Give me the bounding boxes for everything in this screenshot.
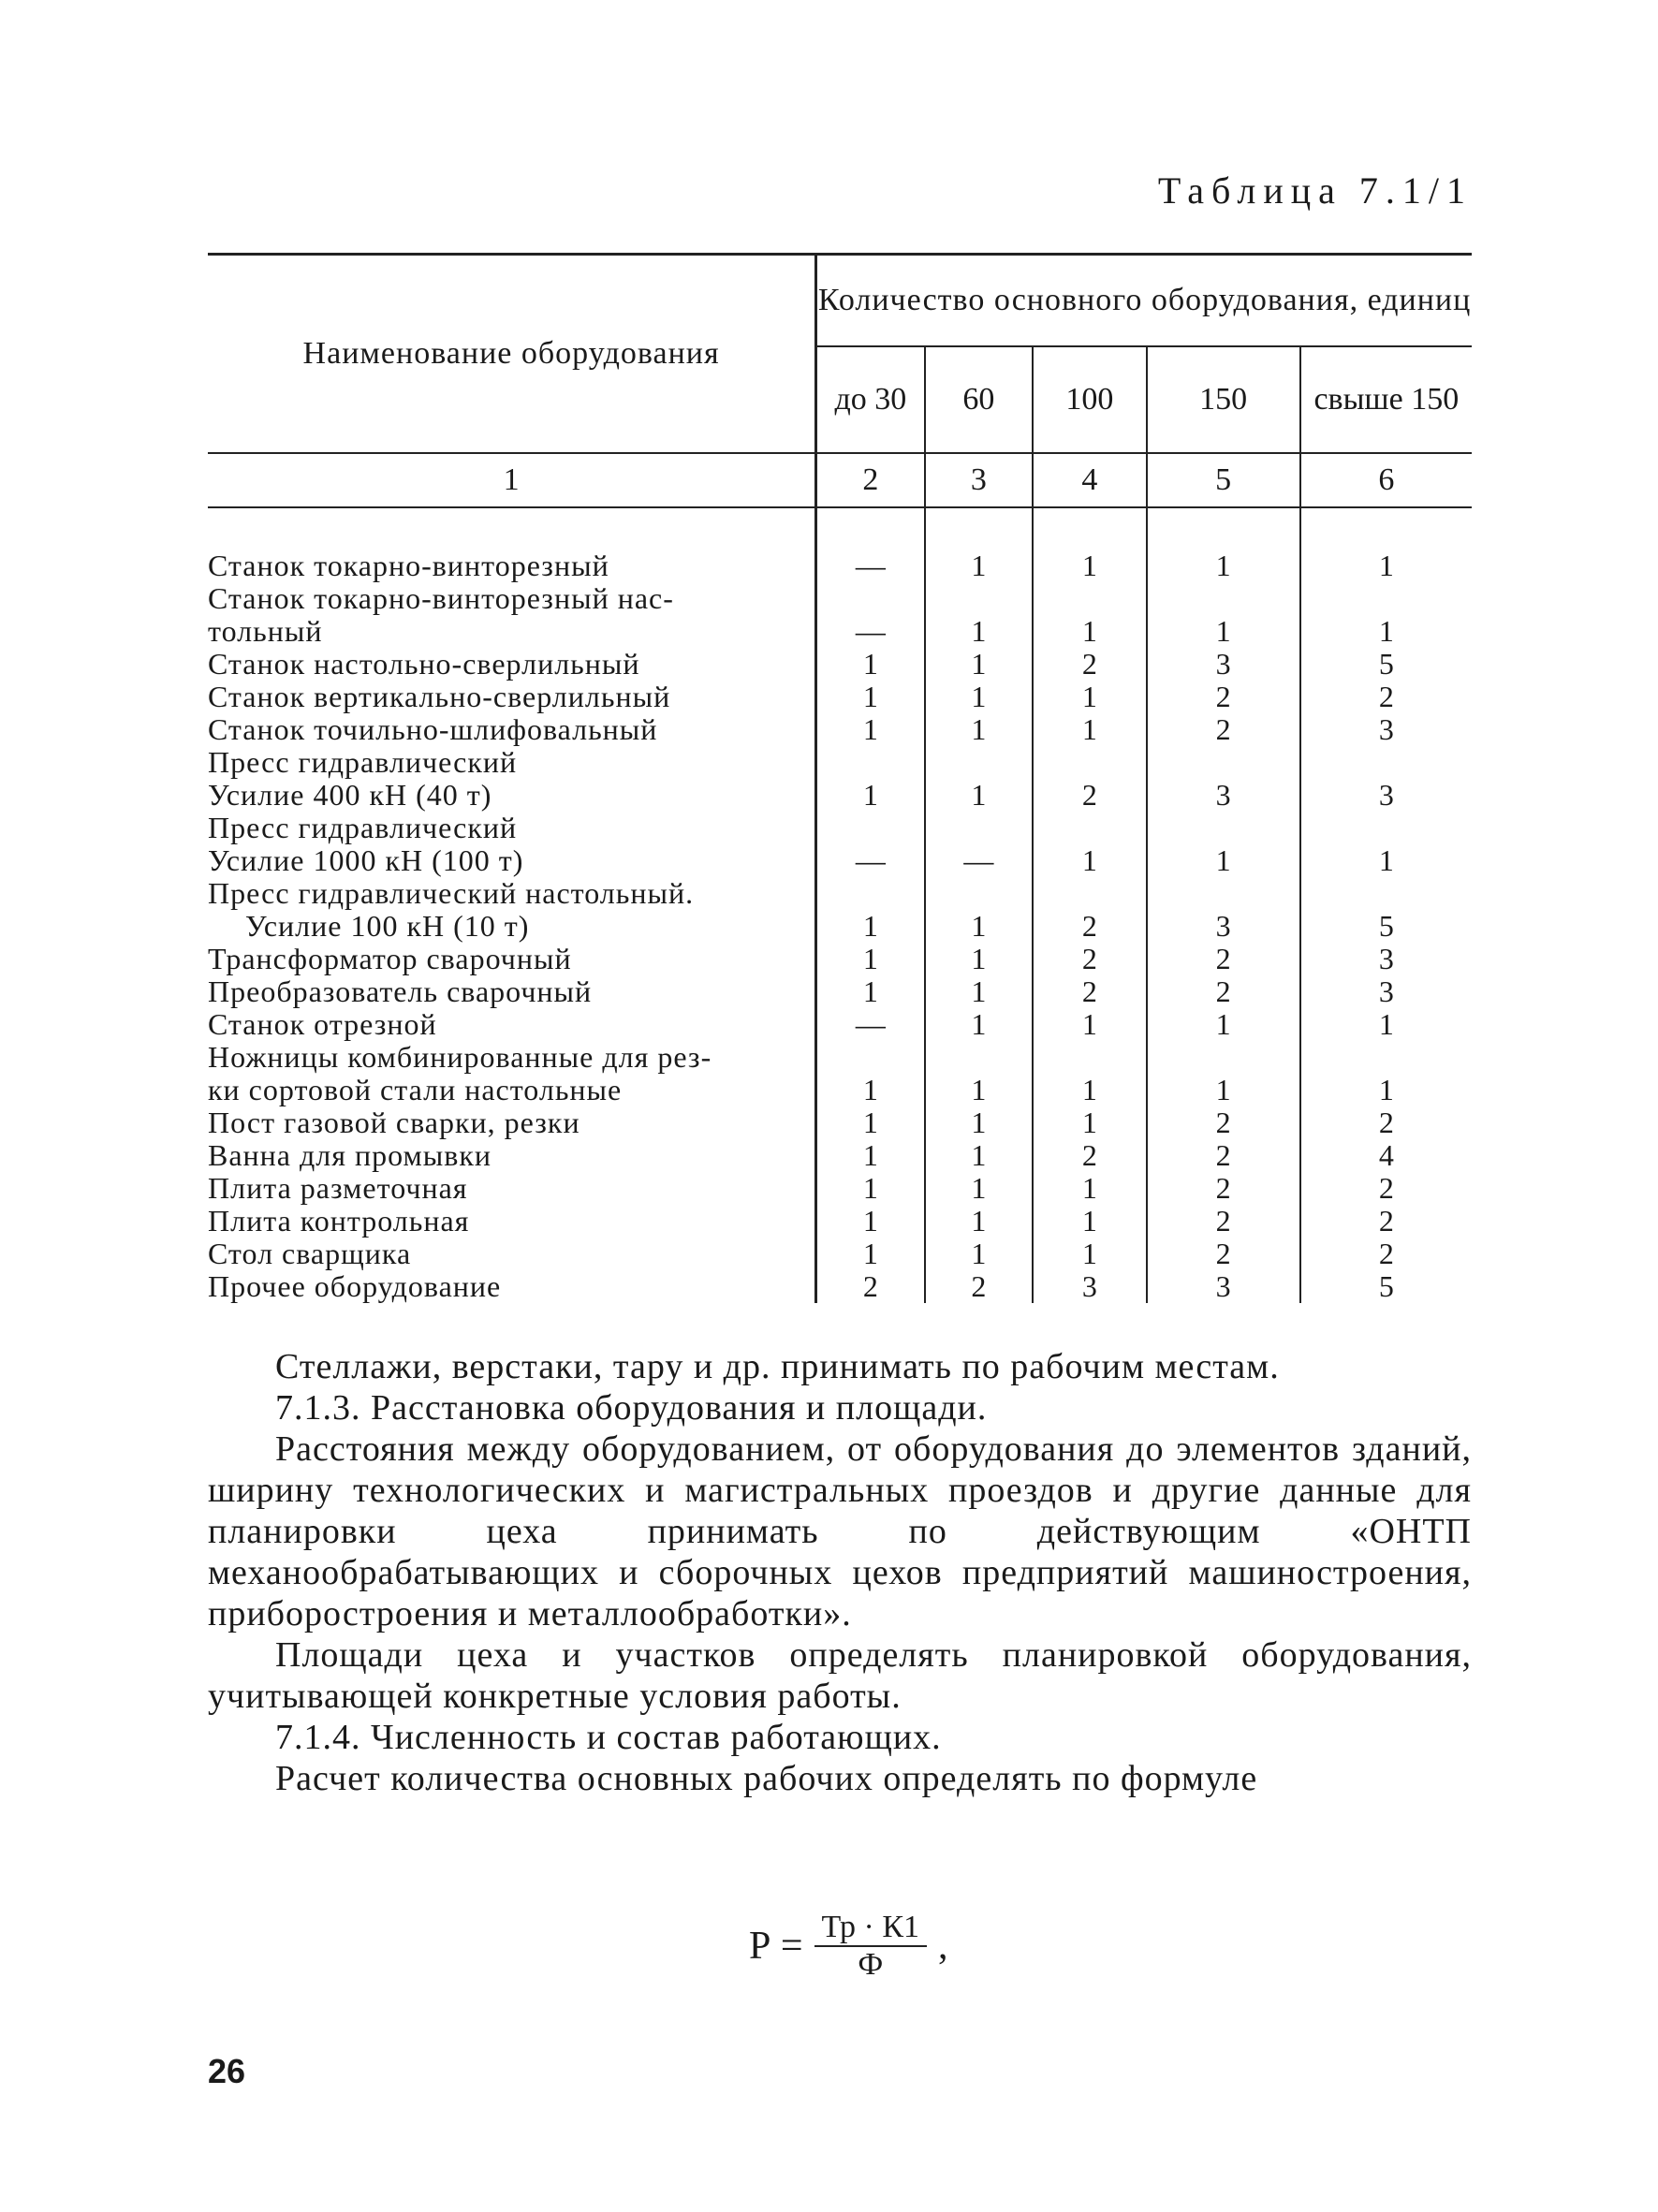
header-col-150: 150 (1147, 346, 1300, 453)
equipment-count-cell: 5 (1378, 909, 1394, 943)
equipment-count-cell: 2 (1147, 1139, 1300, 1172)
page-number: 26 (208, 2052, 246, 2090)
equipment-name-line: Станок токарно-винторезный (208, 549, 609, 582)
equipment-name-line: Усилие 100 кН (10 т) (245, 909, 530, 943)
equipment-count-cell: 1 (1033, 681, 1147, 713)
equipment-name-line: Станок точильно-шлифовальный (208, 712, 658, 746)
equipment-count-cell: 1 (1033, 1106, 1147, 1139)
table-row (208, 746, 1472, 812)
equipment-name-cell (208, 1008, 816, 1041)
equipment-count-cell: 3 (1378, 974, 1394, 1008)
equipment-count-cell: 2 (816, 1270, 925, 1303)
equipment-count-cell: 2 (1147, 943, 1300, 975)
equipment-name-cell (208, 812, 816, 877)
equipment-name-cell (208, 975, 816, 1008)
equipment-count-cell: 3 (1378, 778, 1394, 812)
equipment-name-line: ки сортовой стали настольные (208, 1073, 623, 1106)
equipment-name-cell (208, 648, 816, 681)
table-row (208, 1205, 1472, 1238)
table-title: Таблица 7.1/1 (1157, 169, 1473, 212)
equipment-count-cell: 1 (816, 1041, 925, 1106)
equipment-count-cell: 2 (1378, 1237, 1394, 1270)
equipment-count-cell: — (816, 582, 925, 648)
equipment-count-cell: 1 (925, 1008, 1033, 1041)
equipment-count-cell: 3 (1147, 877, 1300, 943)
equipment-count-cell: 1 (925, 943, 1033, 975)
header-equipment-count: Количество основного оборудования, единиц (816, 256, 1472, 346)
equipment-count-cell: 1 (1033, 1008, 1147, 1041)
equipment-count-cell: 2 (1147, 1205, 1300, 1238)
equipment-count-cell: 1 (925, 648, 1033, 681)
equipment-name-line: Плита контрольная (208, 1204, 470, 1238)
equipment-name-line: Прочее оборудование (208, 1269, 502, 1303)
equipment-count-cell: 2 (1147, 1106, 1300, 1139)
equipment-count-cell: 2 (1378, 1106, 1394, 1139)
equipment-count-cell: 1 (925, 582, 1033, 648)
equipment-count-cell: 1 (1033, 507, 1147, 582)
equipment-count-cell: 2 (1147, 1172, 1300, 1205)
equipment-name-cell (208, 1139, 816, 1172)
equipment-name-line: Станок вертикально-сверлильный (208, 680, 671, 713)
column-number: 2 (816, 453, 925, 507)
equipment-name-line: Станок отрезной (208, 1007, 437, 1041)
equipment-name-line: Пресс гидравлический (208, 811, 518, 844)
equipment-count-cell: 2 (1378, 1204, 1394, 1238)
equipment-name-line: тольный (208, 614, 323, 648)
header-col-up-to-30: до 30 (816, 346, 925, 453)
equipment-name-cell (208, 507, 816, 582)
equipment-count-cell: 1 (925, 1172, 1033, 1205)
column-number-row (208, 453, 1472, 507)
equipment-count-cell: — (816, 1008, 925, 1041)
table-row (208, 1238, 1472, 1270)
equipment-count-cell: 1 (1378, 1073, 1394, 1106)
equipment-name-line: Усилие 400 кН (40 т) (208, 778, 492, 812)
paragraph: Расстояния между оборудованием, от оборудования до элементов зданий, ширину технологических и магистральных проездов и другие данные для планировки цеха принимать по действующим «ОНТП механообрабатывающих и сборочных цехов предприятий машиностроения, приборостроения и металлообработки». (208, 1429, 1472, 1633)
paragraph: Площади цеха и участков определять планировкой оборудования, учитывающей конкретные условия работы. (208, 1635, 1472, 1716)
equipment-count-cell: 2 (1033, 746, 1147, 812)
equipment-name-line: Усилие 1000 кН (100 т) (208, 843, 524, 877)
equipment-name-line: Ножницы комбинированные для рез- (208, 1040, 712, 1074)
equipment-count-cell: 1 (1033, 1041, 1147, 1106)
formula-denominator: Ф (858, 1947, 884, 1982)
equipment-count-cell: 3 (1147, 746, 1300, 812)
table-row (208, 1270, 1472, 1303)
equipment-count-cell: 2 (1033, 648, 1147, 681)
column-number: 3 (925, 453, 1033, 507)
table-row (208, 877, 1472, 943)
equipment-count-cell: 3 (1147, 1270, 1300, 1303)
equipment-count-cell: 1 (1033, 1172, 1147, 1205)
equipment-name-cell (208, 1238, 816, 1270)
equipment-count-cell: 5 (1378, 1269, 1394, 1303)
equipment-count-cell: 2 (1033, 975, 1147, 1008)
equipment-count-cell: 1 (925, 1041, 1033, 1106)
table-row (208, 943, 1472, 975)
paragraph: Стеллажи, верстаки, тару и др. принимать по рабочим местам. (275, 1347, 1280, 1386)
equipment-count-cell: 1 (925, 975, 1033, 1008)
equipment-count-cell: 1 (816, 943, 925, 975)
equipment-count-cell: 1 (925, 746, 1033, 812)
equipment-count-cell: 1 (816, 713, 925, 746)
equipment-name-cell (208, 582, 816, 648)
equipment-count-cell: 1 (816, 1205, 925, 1238)
equipment-count-cell: 1 (925, 1106, 1033, 1139)
equipment-count-cell: 1 (816, 681, 925, 713)
equipment-count-cell: 1 (1147, 1008, 1300, 1041)
equipment-count-cell: 1 (925, 681, 1033, 713)
equipment-count-cell: 1 (1033, 713, 1147, 746)
section-heading-7-1-4: 7.1.4. Численность и состав работающих. (275, 1718, 942, 1757)
equipment-name-line: Станок настольно-сверлильный (208, 647, 640, 681)
table-row (208, 648, 1472, 681)
equipment-count-cell: 1 (816, 1106, 925, 1139)
table-row (208, 1106, 1472, 1139)
table-row (208, 975, 1472, 1008)
equipment-count-cell: 1 (925, 713, 1033, 746)
equipment-count-cell: 2 (1033, 943, 1147, 975)
equipment-count-cell: 1 (1378, 549, 1394, 582)
table-row (208, 812, 1472, 877)
equipment-name-line: Пресс гидравлический настольный. (208, 876, 695, 910)
equipment-count-cell: 3 (1147, 648, 1300, 681)
equipment-name-cell (208, 1205, 816, 1238)
column-number: 5 (1147, 453, 1300, 507)
table-row (208, 1139, 1472, 1172)
equipment-count-cell: 1 (925, 507, 1033, 582)
table-row (208, 582, 1472, 648)
equipment-count-cell: 1 (816, 746, 925, 812)
formula (749, 1910, 948, 1983)
equipment-count-cell: 1 (816, 975, 925, 1008)
equipment-count-cell: 1 (1378, 843, 1394, 877)
equipment-count-cell: 1 (1033, 1238, 1147, 1270)
equipment-count-cell: 1 (816, 1238, 925, 1270)
equipment-count-cell: 1 (925, 1139, 1033, 1172)
formula-fraction (814, 1910, 927, 1983)
equipment-count-cell: 1 (1378, 1007, 1394, 1041)
equipment-count-cell: — (816, 507, 925, 582)
equipment-count-cell: 1 (816, 648, 925, 681)
equipment-count-cell: 1 (1378, 614, 1394, 648)
equipment-count-cell: 1 (1147, 812, 1300, 877)
equipment-count-cell: — (925, 812, 1033, 877)
equipment-count-cell: 3 (1378, 942, 1394, 975)
body-text (208, 1346, 1472, 1799)
equipment-count-cell: 1 (816, 1172, 925, 1205)
equipment-name-line: Пресс гидравлический (208, 745, 518, 779)
equipment-name-cell (208, 1172, 816, 1205)
equipment-count-cell: 3 (1033, 1270, 1147, 1303)
equipment-count-cell: 1 (1033, 1205, 1147, 1238)
table-row (208, 681, 1472, 713)
equipment-name-cell (208, 1106, 816, 1139)
equipment-name-line: Преобразователь сварочный (208, 974, 593, 1008)
formula-lhs: Р = (749, 1925, 803, 1968)
equipment-name-cell (208, 943, 816, 975)
section-heading-7-1-3: 7.1.3. Расстановка оборудования и площади. (275, 1388, 988, 1428)
equipment-name-line: Ванна для промывки (208, 1138, 492, 1172)
equipment-count-cell: 2 (1033, 877, 1147, 943)
equipment-name-line: Стол сварщика (208, 1237, 412, 1270)
header-equipment-name: Наименование оборудования (208, 256, 816, 453)
equipment-count-cell: 5 (1378, 647, 1394, 681)
equipment-count-cell: — (816, 812, 925, 877)
equipment-count-cell: 1 (1147, 582, 1300, 648)
equipment-count-cell: 1 (925, 1238, 1033, 1270)
equipment-count-cell: 1 (1147, 1041, 1300, 1106)
equipment-count-cell: 1 (1033, 812, 1147, 877)
equipment-count-cell: 1 (925, 1205, 1033, 1238)
column-number: 4 (1033, 453, 1147, 507)
table-row (208, 507, 1472, 582)
equipment-count-cell: 3 (1378, 712, 1394, 746)
equipment-count-cell: 2 (1033, 1139, 1147, 1172)
equipment-count-cell: 2 (1147, 1238, 1300, 1270)
equipment-count-cell: 2 (1147, 681, 1300, 713)
equipment-name-line: Пост газовой сварки, резки (208, 1106, 580, 1139)
table-row (208, 1008, 1472, 1041)
equipment-count-cell: 2 (925, 1270, 1033, 1303)
equipment-name-cell (208, 1041, 816, 1106)
table-row (208, 1041, 1472, 1106)
equipment-name-cell (208, 713, 816, 746)
header-col-60: 60 (925, 346, 1033, 453)
formula-numerator: Тр · К1 (814, 1910, 927, 1947)
equipment-count-cell: 2 (1147, 713, 1300, 746)
formula-trailing: , (938, 1925, 948, 1968)
header-col-100: 100 (1033, 346, 1147, 453)
equipment-name-cell (208, 681, 816, 713)
paragraph: Расчет количества основных рабочих определять по формуле (275, 1759, 1258, 1798)
equipment-count-cell: 1 (925, 877, 1033, 943)
equipment-table (208, 253, 1472, 1303)
equipment-name-cell (208, 746, 816, 812)
equipment-name-line: Плита разметочная (208, 1171, 468, 1205)
equipment-count-cell: 2 (1378, 680, 1394, 713)
table-row (208, 713, 1472, 746)
equipment-count-cell: 1 (1147, 507, 1300, 582)
equipment-count-cell: 1 (816, 1139, 925, 1172)
equipment-count-cell: 2 (1147, 975, 1300, 1008)
equipment-count-cell: 4 (1378, 1138, 1394, 1172)
equipment-name-cell (208, 1270, 816, 1303)
header-col-over-150: свыше 150 (1313, 382, 1460, 417)
equipment-count-cell: 2 (1378, 1171, 1394, 1205)
equipment-name-line: Станок токарно-винторезный нас- (208, 581, 674, 615)
table-row (208, 1172, 1472, 1205)
equipment-count-cell: 1 (816, 877, 925, 943)
column-number: 1 (208, 453, 816, 507)
equipment-name-cell (208, 877, 816, 943)
equipment-name-line: Трансформатор сварочный (208, 942, 572, 975)
column-number: 6 (1300, 453, 1472, 507)
equipment-count-cell: 1 (1033, 582, 1147, 648)
